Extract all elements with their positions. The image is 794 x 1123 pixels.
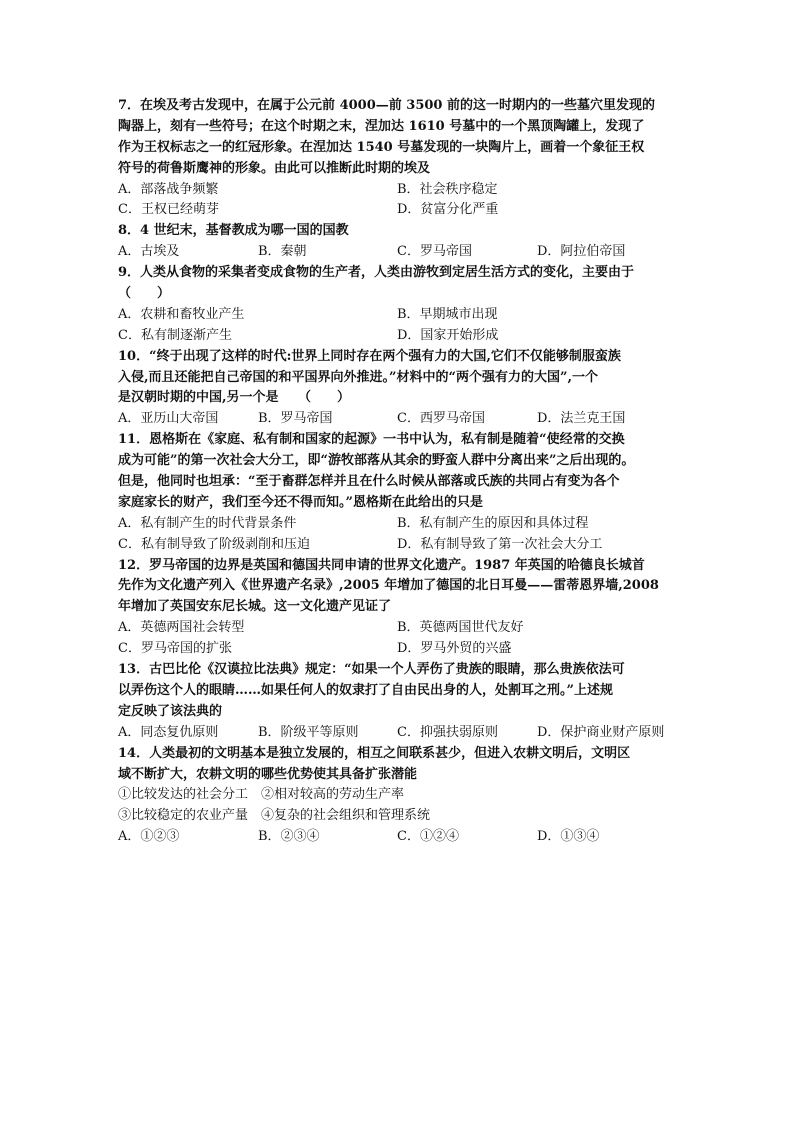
question-stem-line: 陶器上，刻有一些符号；在这个时期之末，涅加达 1610 号墓中的一个黑顶陶罐上，发现了 [118,118,645,134]
question-stem-line: 定反映了该法典的 [118,703,223,719]
question-stem-line: 域不断扩大，农耕文明的哪些优势使其具备扩张潜能 [118,766,418,782]
exam-page [118,96,678,848]
option-row [118,535,678,556]
option-c: C．王权已经萌芽 [118,202,219,218]
option-c: C．罗马帝国 [397,244,472,260]
question-stem-line: 14．人类最初的文明基本是独立发展的，相互之间联系甚少，但进入农耕文明后，文明区 [118,745,631,761]
option-d: D．阿拉伯帝国 [537,244,626,260]
option-b: B．早期城市出现 [397,306,498,322]
question-stem-line: 年增加了英国安东尼长城。这一文化遗产见证了 [118,599,392,615]
option-row [118,409,678,430]
option-row [118,200,678,221]
option-a: A．亚历山大帝国 [118,411,219,427]
option-c: C．抑强扶弱原则 [397,724,498,740]
option-c: C．西罗马帝国 [397,411,485,427]
question-stem-line: 以弄伤这个人的眼睛……如果任何人的奴隶打了自由民出身的人，处割耳之刑。”上述规 [118,682,613,698]
question-14 [118,744,678,848]
option-c: C．罗马帝国的扩张 [118,641,232,657]
question-8 [118,221,678,263]
question-12 [118,556,678,660]
question-11 [118,430,678,555]
question-stem-line: 入侵,而且还能把自己帝国的和平国界向外推进。”材料中的“两个强有力的大国”,一个 [118,369,598,385]
question-stem-line: 成为可能”的第一次社会大分工，即“游牧部落从其余的野蛮人群中分离出来”之后出现的。 [118,453,635,469]
option-row [118,305,678,326]
question-stem-line: 先作为文化遗产列入《世界遗产名录》,2005 年增加了德国的北日耳曼——雷蒂恩界墙,2008 [118,578,659,594]
option-d: D．保护商业财产原则 [537,724,665,740]
statement-line: ③比较稳定的农业产量 ④复杂的社会组织和管理系统 [118,808,431,824]
option-d: D．私有制导致了第一次社会大分工 [397,536,603,552]
option-b: B．英德两国世代友好 [397,620,524,636]
option-a: A．①②③ [118,829,180,845]
question-stem-line: 作为王权标志之一的红冠形象。在涅加达 1540 号墓发现的一块陶片上，画着一个象征王权 [118,139,645,155]
option-row [118,326,678,347]
question-stem-line: 是汉朝时期的中国,另一个是 （ ） [118,390,351,406]
question-stem-line: 符号的荷鲁斯鹰神的形象。由此可以推断此时期的埃及 [118,160,431,176]
question-9 [118,263,678,347]
option-c: C．私有制逐渐产生 [118,327,232,343]
question-10 [118,347,678,431]
question-stem-line: （ ） [118,286,171,302]
option-row [118,827,678,848]
option-b: B．社会秩序稳定 [397,181,498,197]
option-row [118,639,678,660]
option-row [118,180,678,201]
question-stem-line: 11．恩格斯在《家庭、私有制和国家的起源》一书中认为，私有制是随着“使经常的交换 [118,432,625,448]
option-b: B．阶级平等原则 [258,724,359,740]
option-b: B．秦朝 [258,244,307,260]
option-a: A．同态复仇原则 [118,724,219,740]
option-row [118,723,678,744]
question-7 [118,96,678,221]
question-stem-line: 7．在埃及考古发现中，在属于公元前 4000—前 3500 前的这一时期内的一些墓穴里发现的 [118,98,655,113]
option-a: A．英德两国社会转型 [118,620,245,636]
option-a: A．农耕和畜牧业产生 [118,306,245,322]
option-b: B．私有制产生的原因和具体过程 [397,515,589,531]
option-a: A．部落战争频繁 [118,181,219,197]
question-stem-line: 12．罗马帝国的边界是英国和德国共同申请的世界文化遗产。1987 年英国的哈德良长城首 [118,557,645,573]
statement-line: ①比较发达的社会分工 ②相对较高的劳动生产率 [118,787,405,803]
option-c: C．①②④ [397,829,459,845]
option-row [118,514,678,535]
question-13 [118,660,678,744]
option-d: D．①③④ [537,829,600,845]
question-stem-line: 8．4 世纪末，基督教成为哪一国的国教 [118,223,349,239]
option-d: D．法兰克王国 [537,411,626,427]
question-stem-line: 13．古巴比伦《汉谟拉比法典》规定：“如果一个人弄伤了贵族的眼睛，那么贵族依法可 [118,662,625,678]
option-b: B．②③④ [258,829,320,845]
option-row [118,242,678,263]
question-stem-line: 但是，他同时也坦承：“至于畜群怎样并且在什么时候从部落或氏族的共同占有变为各个 [118,474,620,490]
question-stem-line: 家庭家长的财产，我们至今还不得而知。”恩格斯在此给出的只是 [118,494,483,510]
option-c: C．私有制导致了阶级剥削和压迫 [118,536,310,552]
option-b: B．罗马帝国 [258,411,333,427]
option-d: D．罗马外贸的兴盛 [397,641,512,657]
option-a: A．古埃及 [118,244,180,260]
question-stem-line: 9．人类从食物的采集者变成食物的生产者，人类由游牧到定居生活方式的变化，主要由于 [118,265,635,281]
option-a: A．私有制产生的时代背景条件 [118,515,297,531]
question-stem-line: 10．“终于出现了这样的时代:世界上同时存在两个强有力的大国,它们不仅能够制服蛮族 [118,348,621,364]
option-row [118,618,678,639]
option-d: D．贫富分化严重 [397,202,499,218]
option-d: D．国家开始形成 [397,327,499,343]
